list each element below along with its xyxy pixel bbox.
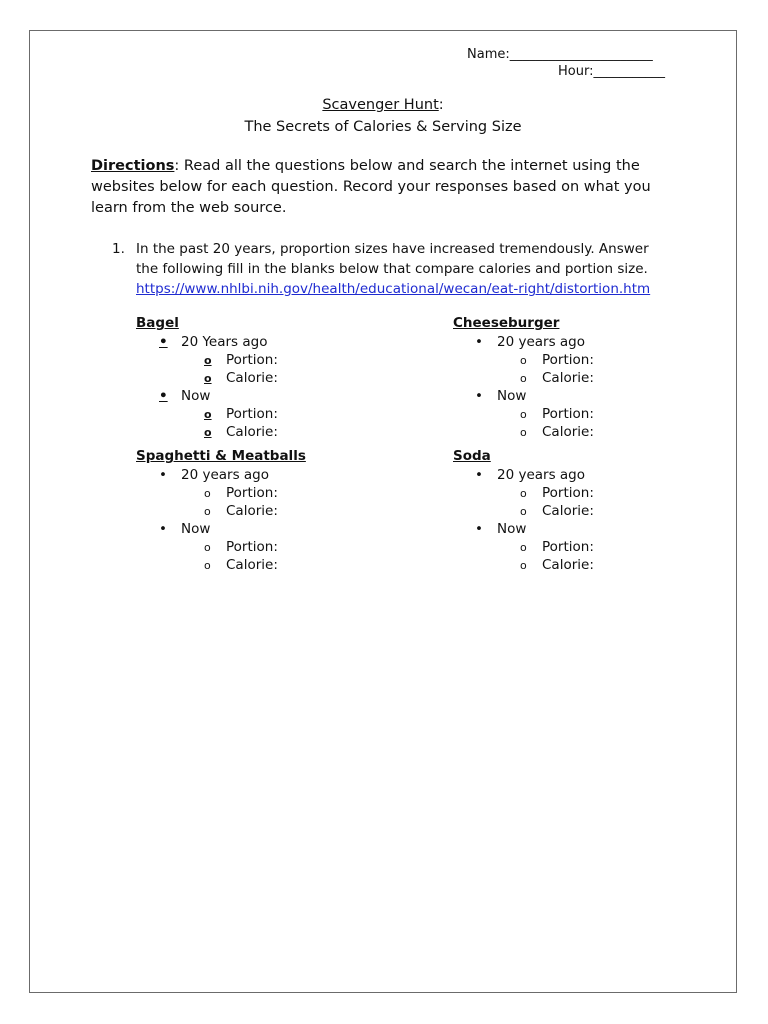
bullet-icon: • <box>159 334 168 350</box>
bagel-past-item: • 20 Years ago <box>159 334 268 350</box>
sub-bullet-icon: o <box>204 559 211 572</box>
sub-bullet-icon: o <box>520 408 527 421</box>
cheeseburger-now-calorie: o Calorie: <box>520 424 594 440</box>
cheeseburger-now-item: • Now <box>475 388 527 404</box>
cheeseburger-now-portion: o Portion: <box>520 406 594 422</box>
bullet-icon: • <box>475 467 483 483</box>
sub-bullet-icon: o <box>520 505 527 518</box>
bullet-icon: • <box>159 467 167 483</box>
source-link[interactable]: https://www.nhlbi.nih.gov/health/educational/wecan/eat-right/distortion.htm <box>136 281 651 297</box>
bagel-now-item: • Now <box>159 388 211 404</box>
sub-bullet-icon: o <box>204 541 211 554</box>
bullet-icon: • <box>159 388 168 404</box>
cheeseburger-past-calorie: o Calorie: <box>520 370 594 386</box>
spaghetti-now-portion: o Portion: <box>204 539 278 555</box>
bullet-icon: • <box>475 388 483 404</box>
food-heading-spaghetti: Spaghetti & Meatballs <box>136 448 306 464</box>
sub-bullet-icon: o <box>204 487 211 500</box>
bagel-now-calorie: o Calorie: <box>204 424 278 440</box>
spaghetti-past-portion: o Portion: <box>204 485 278 501</box>
sub-bullet-icon: o <box>520 559 527 572</box>
question-number: 1. <box>112 241 125 257</box>
soda-past-calorie: o Calorie: <box>520 503 594 519</box>
spaghetti-now-calorie: o Calorie: <box>204 557 278 573</box>
bullet-icon: • <box>475 521 483 537</box>
directions-label: Directions <box>91 158 175 174</box>
soda-now-calorie: o Calorie: <box>520 557 594 573</box>
soda-past-item: • 20 years ago <box>475 467 586 483</box>
soda-past-portion: o Portion: <box>520 485 594 501</box>
sub-bullet-icon: o <box>520 487 527 500</box>
bullet-icon: • <box>475 334 483 350</box>
title-colon: : <box>438 97 444 113</box>
sub-bullet-icon: o <box>204 408 212 421</box>
cheeseburger-past-portion: o Portion: <box>520 352 594 368</box>
sub-bullet-icon: o <box>520 426 527 439</box>
bagel-past-portion: o Portion: <box>204 352 278 368</box>
cheeseburger-past-item: • 20 years ago <box>475 334 586 350</box>
spaghetti-past-calorie: o Calorie: <box>204 503 278 519</box>
food-heading-cheeseburger: Cheeseburger <box>453 315 560 331</box>
sub-bullet-icon: o <box>204 505 211 518</box>
spaghetti-now-item: • Now <box>159 521 211 537</box>
title-main: Scavenger Hunt <box>322 97 439 113</box>
document-page <box>29 30 737 993</box>
bagel-past-calorie: o Calorie: <box>204 370 278 386</box>
sub-bullet-icon: o <box>520 372 527 385</box>
sub-bullet-icon: o <box>204 354 212 367</box>
bagel-now-portion: o Portion: <box>204 406 278 422</box>
document-title <box>30 97 736 113</box>
question-line-2: the following fill in the blanks below that compare calories and portion size. <box>136 261 648 277</box>
spaghetti-past-item: • 20 years ago <box>159 467 270 483</box>
food-heading-bagel: Bagel <box>136 315 179 331</box>
soda-now-item: • Now <box>475 521 527 537</box>
sub-bullet-icon: o <box>520 541 527 554</box>
bullet-icon: • <box>159 521 167 537</box>
sub-bullet-icon: o <box>204 426 212 439</box>
question-line-1: In the past 20 years, proportion sizes have increased tremendously. Answer <box>136 241 649 257</box>
hour-field-label: Hour:___________ <box>558 64 665 79</box>
sub-bullet-icon: o <box>204 372 212 385</box>
sub-bullet-icon: o <box>520 354 527 367</box>
soda-now-portion: o Portion: <box>520 539 594 555</box>
directions-text: : Read all the questions below and search the internet using the websites below for each question. Record your responses based on what you learn from the web source. <box>91 158 651 216</box>
directions-paragraph <box>91 156 681 219</box>
document-subtitle: The Secrets of Calories & Serving Size <box>244 119 522 135</box>
name-field-label: Name:______________________ <box>467 47 653 62</box>
food-heading-soda: Soda <box>453 448 491 464</box>
